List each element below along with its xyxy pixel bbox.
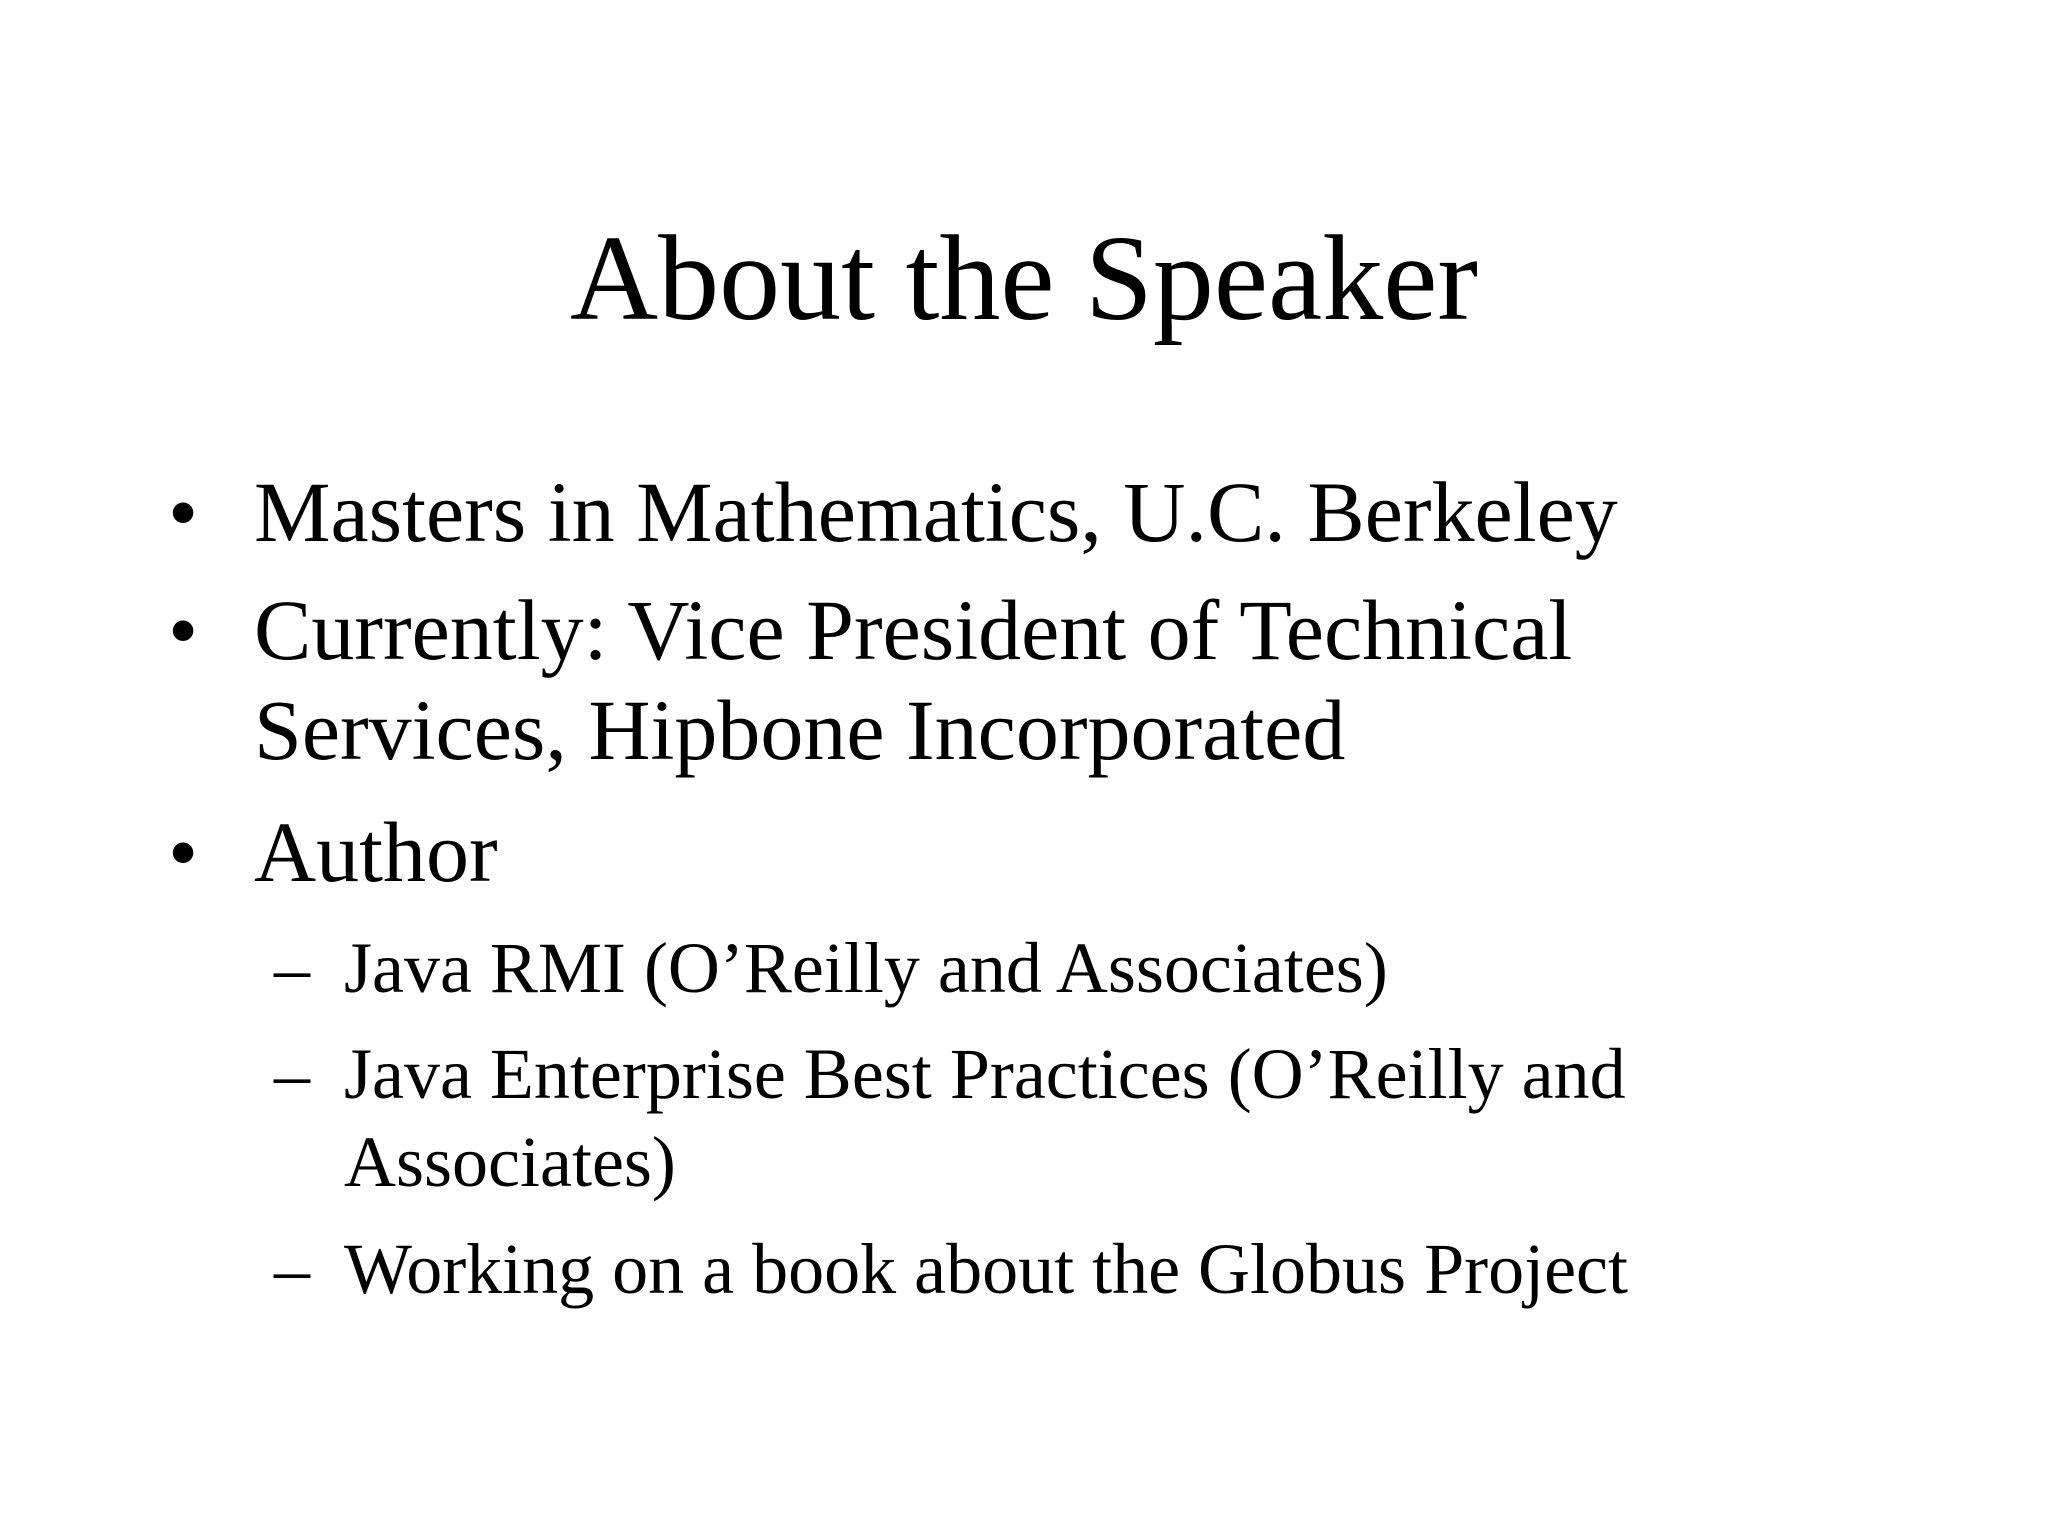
sub-bullet-text: Working on a book about the Globus Project: [344, 1229, 1629, 1309]
bullet-marker: •: [168, 582, 199, 678]
bullet-item: [168, 580, 1573, 680]
sub-bullet-marker: –: [274, 928, 310, 1008]
sub-bullet-item-continuation: [344, 1118, 676, 1206]
bullet-marker: •: [168, 804, 199, 900]
sub-bullet-marker: –: [274, 1034, 310, 1114]
sub-bullet-item: [274, 1225, 1629, 1313]
bullet-text: Currently: Vice President of Technical: [254, 582, 1573, 678]
bullet-text: Masters in Mathematics, U.C. Berkeley: [254, 464, 1618, 560]
sub-bullet-item: [274, 924, 1388, 1012]
sub-bullet-item: [274, 1030, 1626, 1118]
bullet-item: [168, 802, 498, 902]
sub-bullet-text: Associates): [344, 1122, 676, 1202]
bullet-item: [168, 462, 1618, 562]
sub-bullet-marker: –: [274, 1229, 310, 1309]
bullet-item-continuation: [254, 680, 1345, 780]
sub-bullet-text: Java RMI (O’Reilly and Associates): [344, 928, 1388, 1008]
slide-title: About the Speaker: [570, 211, 1478, 346]
sub-bullet-text: Java Enterprise Best Practices (O’Reilly and: [344, 1034, 1626, 1114]
bullet-marker: •: [168, 464, 199, 560]
bullet-text: Services, Hipbone Incorporated: [254, 682, 1346, 778]
bullet-text: Author: [254, 804, 498, 900]
